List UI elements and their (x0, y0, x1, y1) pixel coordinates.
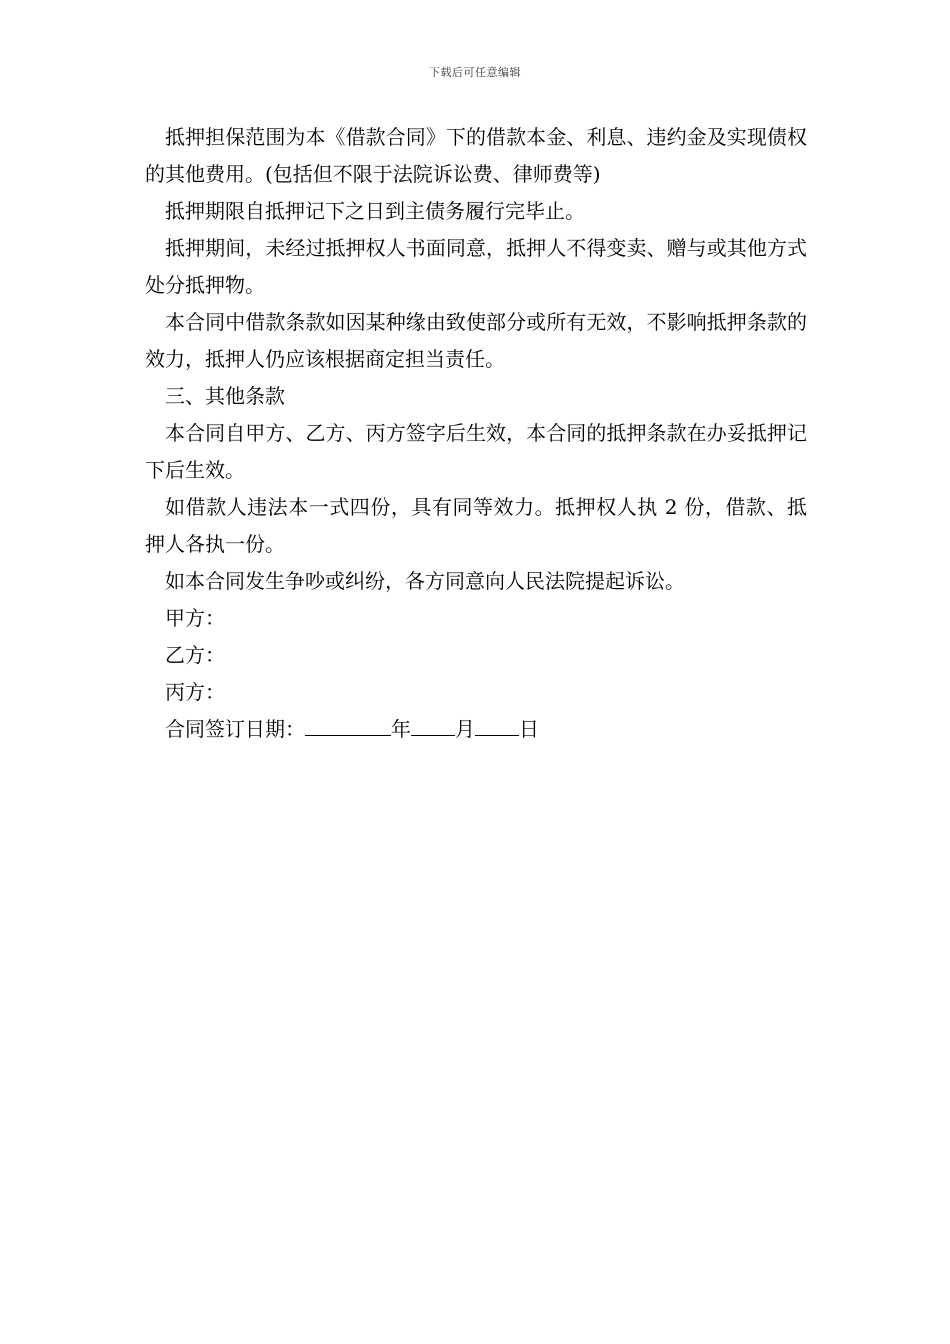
signature-party-b: 乙方： (165, 643, 225, 667)
paragraph-copies: 如借款人违法本一式四份，具有同等效力。抵押权人执 2 份，借款、抵押人各执一份。 (145, 495, 807, 556)
signing-date-line (145, 711, 807, 748)
paragraph-effectiveness: 本合同自甲方、乙方、丙方签字后生效，本合同的抵押条款在办妥抵押记下后生效。 (145, 421, 807, 482)
month-blank (411, 713, 455, 736)
month-label: 月 (455, 717, 475, 741)
day-label: 日 (519, 717, 539, 741)
page-header-note: 下载后可任意编辑 (429, 66, 521, 79)
day-blank (475, 713, 519, 736)
signature-party-a: 甲方： (165, 606, 225, 630)
paragraph-dispute: 如本合同发生争吵或纠纷，各方同意向人民法院提起诉讼。 (165, 569, 685, 593)
signature-party-c: 丙方： (165, 680, 225, 704)
year-label: 年 (391, 717, 411, 741)
paragraph-mortgage-scope: 抵押担保范围为本《借款合同》下的借款本金、利息、违约金及实现债权的其他费用。(包括但不限于法院诉讼费、律师费等) (145, 125, 807, 186)
document-body (145, 119, 807, 748)
signing-date-label: 合同签订日期： (165, 717, 305, 741)
section-heading-other-clauses: 三、其他条款 (165, 384, 285, 408)
paragraph-mortgage-term: 抵押期限自抵押记下之日到主债务履行完毕止。 (165, 199, 585, 223)
year-blank (305, 713, 391, 736)
paragraph-mortgage-disposal: 抵押期间，未经过抵押权人书面同意，抵押人不得变卖、赠与或其他方式处分抵押物。 (145, 236, 807, 297)
paragraph-clause-validity: 本合同中借款条款如因某种缘由致使部分或所有无效，不影响抵押条款的效力，抵押人仍应该根据商定担当责任。 (145, 310, 807, 371)
